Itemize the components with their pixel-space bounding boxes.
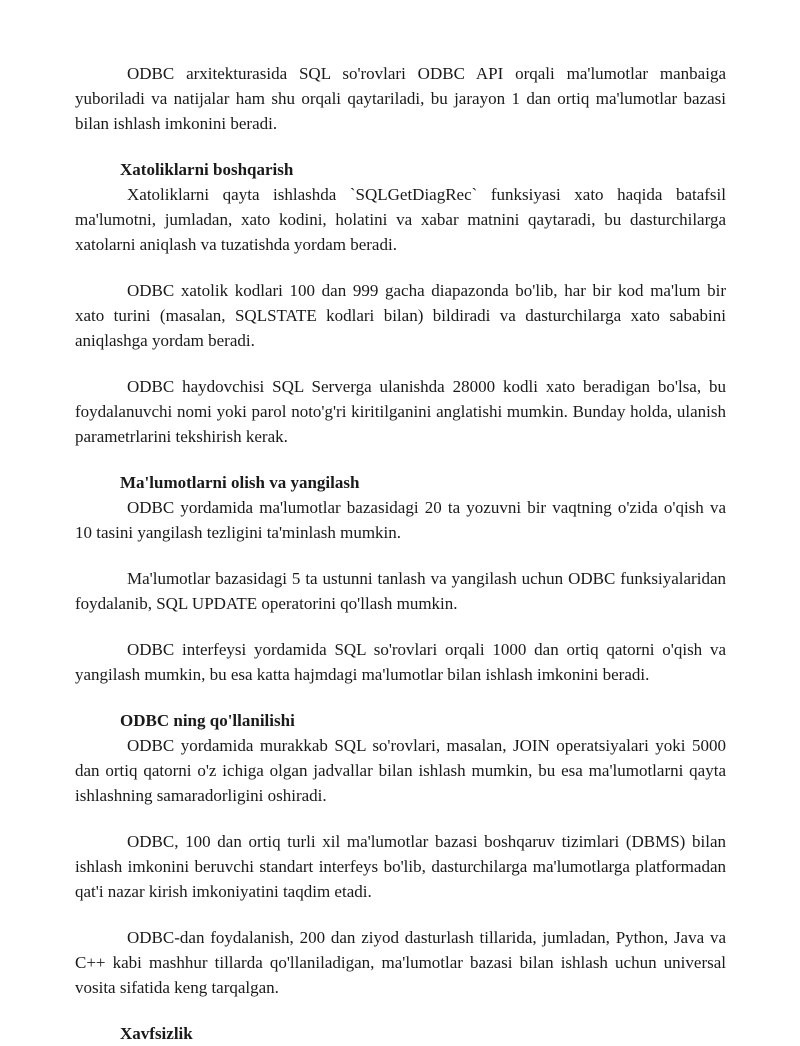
paragraph: ODBC yordamida ma'lumotlar bazasidagi 20 ta yozuvni bir vaqtning o'zida o'qish va 10 tasini yangilash tezligini ta'minlash mumkin. xyxy=(75,498,726,542)
paragraph: ODBC xatolik kodlari 100 dan 999 gacha diapazonda bo'lib, har bir kod ma'lum bir xato turini (masalan, SQLSTATE kodlari bilan) bildiradi va dasturchilarga xato sababini aniqlashga yordam beradi. xyxy=(75,281,726,350)
section-odbc-usage xyxy=(75,708,726,1000)
document-page xyxy=(75,61,726,1046)
paragraph: ODBC, 100 dan ortiq turli xil ma'lumotlar bazasi boshqaruv tizimlari (DBMS) bilan ishlash imkonini beruvchi standart interfeys bo'lib, dasturchilarga ma'lumotlarga platformadan qat'i nazar kirish imkoniyatini taqdim etadi. xyxy=(75,832,726,901)
section-heading: Xatoliklarni boshqarish xyxy=(120,160,294,179)
intro-paragraph: ODBC arxitekturasida SQL so'rovlari ODBC API orqali ma'lumotlar manbaiga yuboriladi va natijalar ham shu orqali qaytariladi, bu jarayon 1 dan ortiq ma'lumotlar bazasi bilan ishlash imkonini beradi. xyxy=(75,64,726,133)
paragraph: ODBC haydovchisi SQL Serverga ulanishda 28000 kodli xato beradigan bo'lsa, bu foydalanuvchi nomi yoki parol noto'g'ri kiritilganini anglatishi mumkin. Bunday holda, ulanish parametrlarini tekshirish kerak. xyxy=(75,377,726,446)
section-heading: ODBC ning qo'llanilishi xyxy=(120,711,295,730)
paragraph: ODBC-dan foydalanish, 200 dan ziyod dasturlash tillarida, jumladan, Python, Java va C++ kabi mashhur tillarda qo'llaniladigan, ma'lumotlar bazasi bilan ishlash uchun universal vosita sifatida keng tarqalgan. xyxy=(75,928,726,997)
section-error-handling xyxy=(75,157,726,449)
section-security xyxy=(75,1021,726,1046)
paragraph: Xatoliklarni qayta ishlashda `SQLGetDiagRec` funksiyasi xato haqida batafsil ma'lumotni, jumladan, xato kodini, holatini va xabar matnini qaytaradi, bu dasturchilarga xatolarni aniqlash va tuzatishda yordam beradi. xyxy=(75,185,726,254)
section-data-retrieval xyxy=(75,470,726,687)
section-heading: Xavfsizlik xyxy=(120,1024,193,1043)
section-heading: Ma'lumotlarni olish va yangilash xyxy=(120,473,360,492)
paragraph: ODBC yordamida murakkab SQL so'rovlari, masalan, JOIN operatsiyalari yoki 5000 dan ortiq qatorni o'z ichiga olgan jadvallar bilan ishlash mumkin, bu esa ma'lumotlarni qayta ishlashning samaradorligini oshiradi. xyxy=(75,736,726,805)
paragraph: ODBC interfeysi yordamida SQL so'rovlari orqali 1000 dan ortiq qatorni o'qish va yangilash mumkin, bu esa katta hajmdagi ma'lumotlar bilan ishlash imkonini beradi. xyxy=(75,640,726,684)
paragraph: Ma'lumotlar bazasidagi 5 ta ustunni tanlash va yangilash uchun ODBC funksiyalaridan foydalanib, SQL UPDATE operatorini qo'llash mumkin. xyxy=(75,569,726,613)
